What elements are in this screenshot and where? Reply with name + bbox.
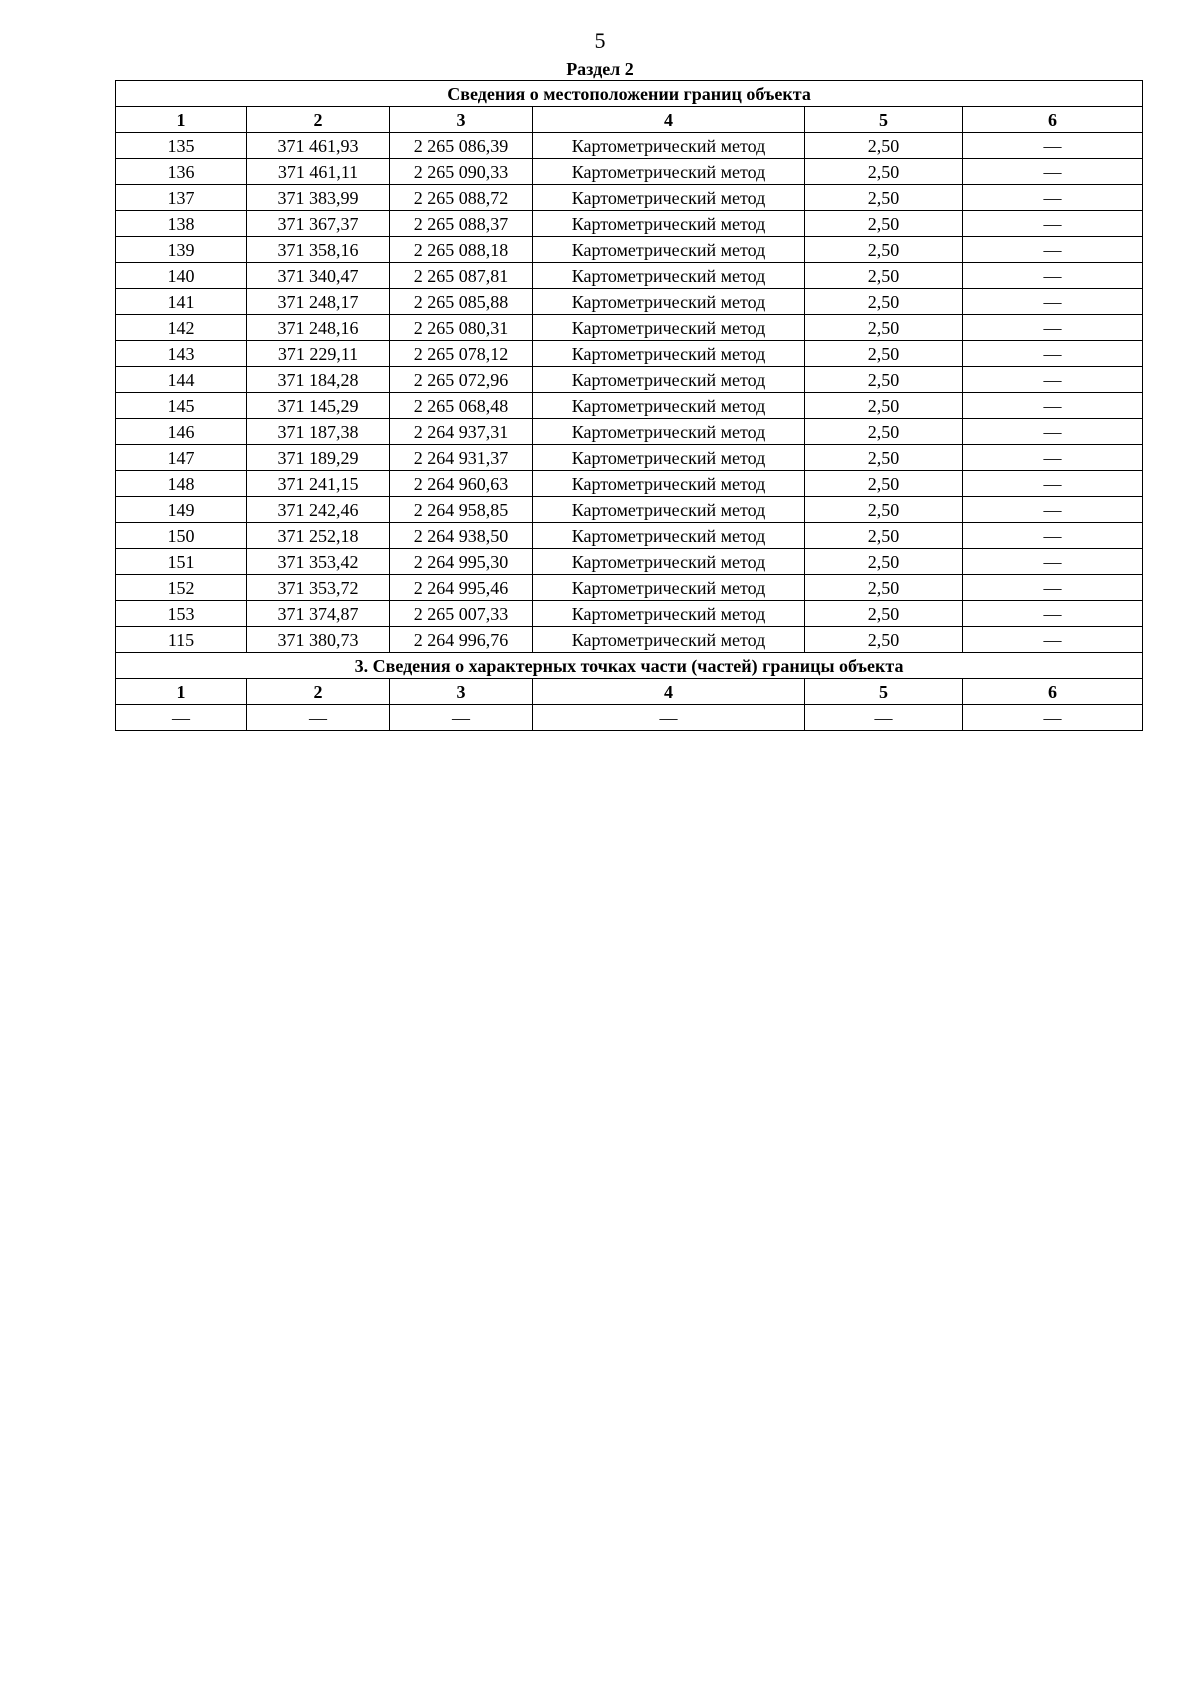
table-row bbox=[116, 601, 1143, 627]
table-cell-col-5: 2,50 bbox=[805, 419, 963, 445]
table-cell-col-1: 149 bbox=[116, 497, 247, 523]
table-cell-col-3: 2 265 078,12 bbox=[390, 341, 533, 367]
table-cell-col-4: Картометрический метод bbox=[533, 445, 805, 471]
table-cell-col-6: — bbox=[963, 289, 1143, 315]
table-cell-col-1: 143 bbox=[116, 341, 247, 367]
table-cell-col-2: 371 353,42 bbox=[247, 549, 390, 575]
table-cell-col-1: 135 bbox=[116, 133, 247, 159]
table-cell-col-3: 2 265 087,81 bbox=[390, 263, 533, 289]
table-cell-col-2: 371 248,16 bbox=[247, 315, 390, 341]
table-row bbox=[116, 523, 1143, 549]
table-cell-col-4: Картометрический метод bbox=[533, 523, 805, 549]
table-caption-row bbox=[116, 81, 1143, 107]
parts-header-cell-col-3: 3 bbox=[390, 679, 533, 705]
table-row bbox=[116, 367, 1143, 393]
parts-row bbox=[116, 705, 1143, 731]
table-cell-col-6: — bbox=[963, 315, 1143, 341]
table-cell-col-6: — bbox=[963, 159, 1143, 185]
table-cell-col-2: 371 242,46 bbox=[247, 497, 390, 523]
table-cell-col-2: 371 374,87 bbox=[247, 601, 390, 627]
table-cell-col-5: 2,50 bbox=[805, 445, 963, 471]
table-row bbox=[116, 445, 1143, 471]
table-cell-col-4: Картометрический метод bbox=[533, 393, 805, 419]
table-cell-col-2: 371 383,99 bbox=[247, 185, 390, 211]
table-cell-col-3: 2 265 088,72 bbox=[390, 185, 533, 211]
table-cell-col-1: 146 bbox=[116, 419, 247, 445]
table-cell-col-4: Картометрический метод bbox=[533, 497, 805, 523]
table-row bbox=[116, 497, 1143, 523]
table-row bbox=[116, 341, 1143, 367]
table-cell-col-3: 2 265 086,39 bbox=[390, 133, 533, 159]
table-cell-col-6: — bbox=[963, 133, 1143, 159]
table-cell-col-4: Картометрический метод bbox=[533, 263, 805, 289]
table-cell-col-6: — bbox=[963, 445, 1143, 471]
parts-cell-col-5: — bbox=[805, 705, 963, 731]
table-cell-col-6: — bbox=[963, 393, 1143, 419]
table-cell-col-4: Картометрический метод bbox=[533, 549, 805, 575]
table-cell-col-1: 139 bbox=[116, 237, 247, 263]
parts-header-row bbox=[116, 679, 1143, 705]
table-cell-col-6: — bbox=[963, 367, 1143, 393]
table-cell-col-5: 2,50 bbox=[805, 211, 963, 237]
table-cell-col-3: 2 264 995,30 bbox=[390, 549, 533, 575]
table-cell-col-5: 2,50 bbox=[805, 575, 963, 601]
table-cell-col-2: 371 248,17 bbox=[247, 289, 390, 315]
table-row bbox=[116, 471, 1143, 497]
table-cell-col-6: — bbox=[963, 237, 1143, 263]
table-cell-col-1: 150 bbox=[116, 523, 247, 549]
table-cell-col-4: Картометрический метод bbox=[533, 627, 805, 653]
table-cell-col-1: 138 bbox=[116, 211, 247, 237]
table-header-cell-col-1: 1 bbox=[116, 107, 247, 133]
table-cell-col-5: 2,50 bbox=[805, 185, 963, 211]
table-cell-col-3: 2 264 958,85 bbox=[390, 497, 533, 523]
table-header-cell-col-6: 6 bbox=[963, 107, 1143, 133]
table-cell-col-6: — bbox=[963, 601, 1143, 627]
table-cell-col-2: 371 145,29 bbox=[247, 393, 390, 419]
table-cell-col-5: 2,50 bbox=[805, 289, 963, 315]
table-cell-col-1: 141 bbox=[116, 289, 247, 315]
table-cell-col-5: 2,50 bbox=[805, 315, 963, 341]
table-cell-col-3: 2 265 072,96 bbox=[390, 367, 533, 393]
table-cell-col-3: 2 265 068,48 bbox=[390, 393, 533, 419]
table-cell-col-4: Картометрический метод bbox=[533, 419, 805, 445]
table-cell-col-2: 371 229,11 bbox=[247, 341, 390, 367]
table-cell-col-5: 2,50 bbox=[805, 341, 963, 367]
table-cell-col-6: — bbox=[963, 627, 1143, 653]
table-cell-col-6: — bbox=[963, 523, 1143, 549]
table-cell-col-1: 136 bbox=[116, 159, 247, 185]
table-cell-col-1: 115 bbox=[116, 627, 247, 653]
table-cell-col-5: 2,50 bbox=[805, 393, 963, 419]
table-cell-col-3: 2 264 938,50 bbox=[390, 523, 533, 549]
table-row bbox=[116, 133, 1143, 159]
table-cell-col-1: 147 bbox=[116, 445, 247, 471]
parts-header-cell-col-1: 1 bbox=[116, 679, 247, 705]
table-cell-col-5: 2,50 bbox=[805, 523, 963, 549]
table-cell-col-6: — bbox=[963, 185, 1143, 211]
table-cell-col-6: — bbox=[963, 497, 1143, 523]
table-cell-col-1: 151 bbox=[116, 549, 247, 575]
table-row bbox=[116, 315, 1143, 341]
table-cell-col-6: — bbox=[963, 211, 1143, 237]
table-cell-col-2: 371 187,38 bbox=[247, 419, 390, 445]
table-header-cell-col-5: 5 bbox=[805, 107, 963, 133]
table-cell-col-6: — bbox=[963, 263, 1143, 289]
table-cell-col-5: 2,50 bbox=[805, 237, 963, 263]
table-cell-col-3: 2 265 080,31 bbox=[390, 315, 533, 341]
table-cell-col-5: 2,50 bbox=[805, 471, 963, 497]
table-cell-col-4: Картометрический метод bbox=[533, 133, 805, 159]
table-cell-col-3: 2 264 960,63 bbox=[390, 471, 533, 497]
table-cell-col-4: Картометрический метод bbox=[533, 289, 805, 315]
table-header-cell-col-4: 4 bbox=[533, 107, 805, 133]
table-row bbox=[116, 393, 1143, 419]
table-row bbox=[116, 627, 1143, 653]
table-cell-col-5: 2,50 bbox=[805, 367, 963, 393]
table-cell-col-1: 144 bbox=[116, 367, 247, 393]
table-cell-col-6: — bbox=[963, 549, 1143, 575]
table-cell-col-3: 2 264 937,31 bbox=[390, 419, 533, 445]
table-row bbox=[116, 263, 1143, 289]
table-row bbox=[116, 289, 1143, 315]
table-cell-col-6: — bbox=[963, 341, 1143, 367]
parts-caption: 3. Сведения о характерных точках части (частей) границы объекта bbox=[116, 653, 1143, 679]
table-cell-col-1: 148 bbox=[116, 471, 247, 497]
table-cell-col-4: Картометрический метод bbox=[533, 185, 805, 211]
table-row bbox=[116, 211, 1143, 237]
parts-cell-col-1: — bbox=[116, 705, 247, 731]
table-cell-col-3: 2 264 995,46 bbox=[390, 575, 533, 601]
table-cell-col-4: Картометрический метод bbox=[533, 237, 805, 263]
table-header-cell-col-3: 3 bbox=[390, 107, 533, 133]
parts-cell-col-6: — bbox=[963, 705, 1143, 731]
table-cell-col-3: 2 265 088,37 bbox=[390, 211, 533, 237]
table-cell-col-1: 145 bbox=[116, 393, 247, 419]
parts-cell-col-2: — bbox=[247, 705, 390, 731]
table-row bbox=[116, 159, 1143, 185]
table-cell-col-2: 371 252,18 bbox=[247, 523, 390, 549]
table-cell-col-4: Картометрический метод bbox=[533, 341, 805, 367]
table-cell-col-1: 142 bbox=[116, 315, 247, 341]
table-cell-col-1: 140 bbox=[116, 263, 247, 289]
table-cell-col-3: 2 265 090,33 bbox=[390, 159, 533, 185]
table-row bbox=[116, 237, 1143, 263]
table-row bbox=[116, 419, 1143, 445]
parts-caption-row bbox=[116, 653, 1143, 679]
table-cell-col-4: Картометрический метод bbox=[533, 601, 805, 627]
parts-header-cell-col-5: 5 bbox=[805, 679, 963, 705]
table-cell-col-1: 153 bbox=[116, 601, 247, 627]
table-cell-col-5: 2,50 bbox=[805, 133, 963, 159]
table-cell-col-2: 371 461,93 bbox=[247, 133, 390, 159]
table-cell-col-5: 2,50 bbox=[805, 601, 963, 627]
table-cell-col-4: Картометрический метод bbox=[533, 315, 805, 341]
table-cell-col-5: 2,50 bbox=[805, 263, 963, 289]
table-cell-col-3: 2 265 088,18 bbox=[390, 237, 533, 263]
table-cell-col-2: 371 184,28 bbox=[247, 367, 390, 393]
boundary-table bbox=[115, 80, 1143, 731]
table-cell-col-1: 137 bbox=[116, 185, 247, 211]
table-row bbox=[116, 549, 1143, 575]
parts-header-cell-col-6: 6 bbox=[963, 679, 1143, 705]
table-cell-col-3: 2 264 996,76 bbox=[390, 627, 533, 653]
table-cell-col-5: 2,50 bbox=[805, 159, 963, 185]
parts-cell-col-4: — bbox=[533, 705, 805, 731]
table-cell-col-4: Картометрический метод bbox=[533, 211, 805, 237]
table-cell-col-6: — bbox=[963, 471, 1143, 497]
table-cell-col-5: 2,50 bbox=[805, 549, 963, 575]
table-cell-col-5: 2,50 bbox=[805, 627, 963, 653]
table-cell-col-2: 371 380,73 bbox=[247, 627, 390, 653]
table-row bbox=[116, 575, 1143, 601]
parts-header-cell-col-4: 4 bbox=[533, 679, 805, 705]
parts-cell-col-3: — bbox=[390, 705, 533, 731]
table-row bbox=[116, 185, 1143, 211]
table-cell-col-2: 371 241,15 bbox=[247, 471, 390, 497]
parts-header-cell-col-2: 2 bbox=[247, 679, 390, 705]
table-cell-col-4: Картометрический метод bbox=[533, 575, 805, 601]
table-header-cell-col-2: 2 bbox=[247, 107, 390, 133]
table-cell-col-3: 2 265 085,88 bbox=[390, 289, 533, 315]
table-cell-col-5: 2,50 bbox=[805, 497, 963, 523]
table-cell-col-6: — bbox=[963, 575, 1143, 601]
table-cell-col-2: 371 461,11 bbox=[247, 159, 390, 185]
table-caption: Сведения о местоположении границ объекта bbox=[116, 81, 1143, 107]
section-label: Раздел 2 bbox=[566, 59, 634, 79]
table-cell-col-6: — bbox=[963, 419, 1143, 445]
table-cell-col-2: 371 367,37 bbox=[247, 211, 390, 237]
table-cell-col-2: 371 358,16 bbox=[247, 237, 390, 263]
table-cell-col-2: 371 340,47 bbox=[247, 263, 390, 289]
table-cell-col-4: Картометрический метод bbox=[533, 367, 805, 393]
table-cell-col-4: Картометрический метод bbox=[533, 159, 805, 185]
boundary-table-body bbox=[116, 81, 1143, 731]
page-number: 5 bbox=[594, 28, 606, 53]
table-cell-col-3: 2 264 931,37 bbox=[390, 445, 533, 471]
table-cell-col-2: 371 353,72 bbox=[247, 575, 390, 601]
table-header-row bbox=[116, 107, 1143, 133]
table-cell-col-1: 152 bbox=[116, 575, 247, 601]
table-cell-col-3: 2 265 007,33 bbox=[390, 601, 533, 627]
table-cell-col-2: 371 189,29 bbox=[247, 445, 390, 471]
table-cell-col-4: Картометрический метод bbox=[533, 471, 805, 497]
